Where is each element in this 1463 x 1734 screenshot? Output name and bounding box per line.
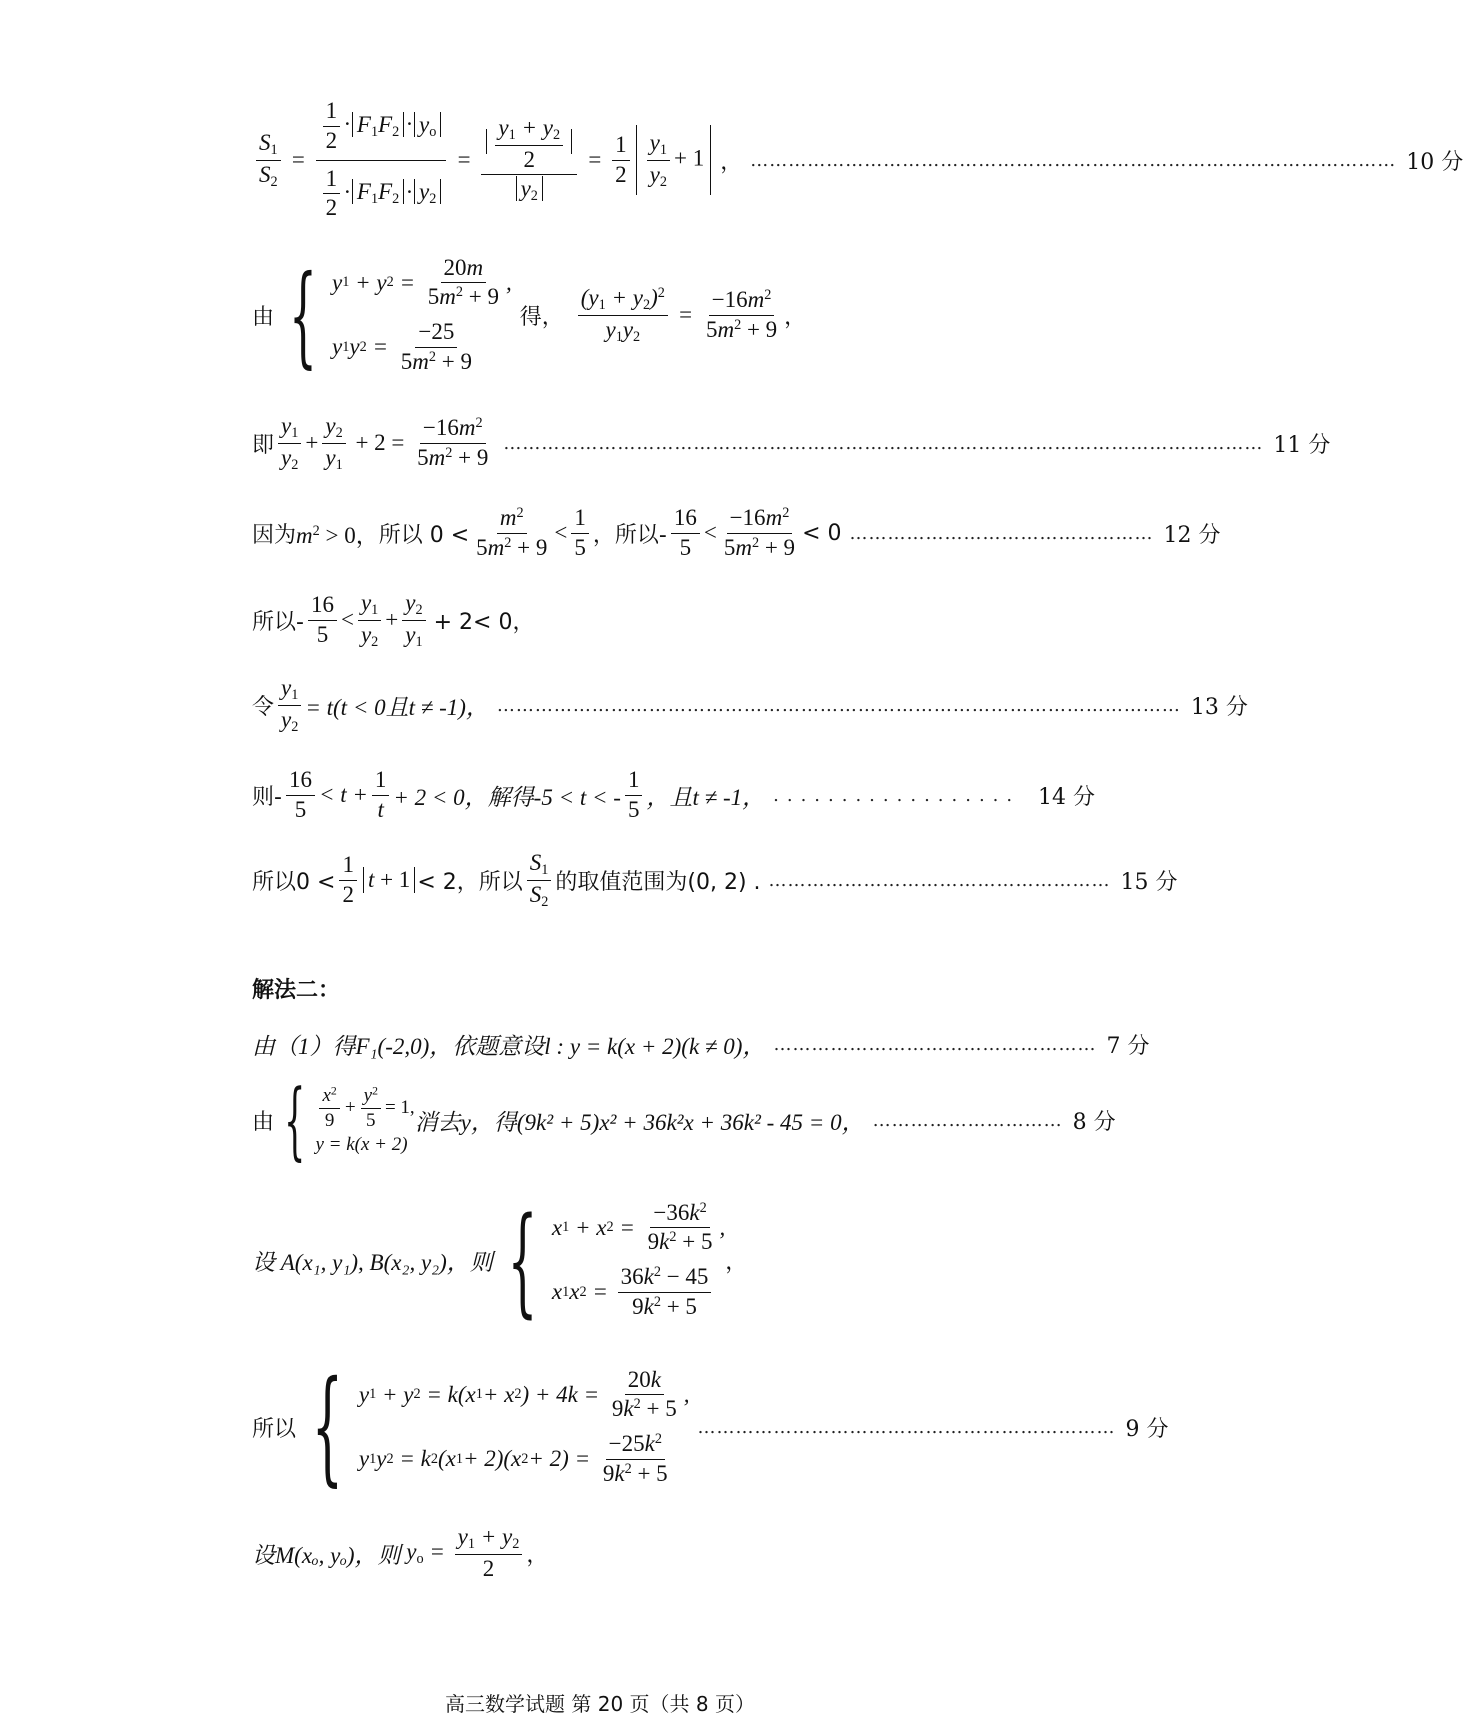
dot-leader: ………………………………………………………………………………………… bbox=[750, 149, 1397, 171]
score-10: 10 分 bbox=[1406, 149, 1463, 175]
elimination-line: 由 { $\frac{x^2}{9}$ + $\frac{y^2}{5}$ = 1, y = k(x + 2) 消去y，得(9k² + 5)x² + 36k²x + 36k² - 45 = 0， ………………………… 8 分 bbox=[252, 1071, 1116, 1169]
ratio-equation-line: $\frac{S_1}{S_2}$ = $\frac{1}{2}$ · $F_1F_2 \cdot y_o$ $\frac{1}{2}$ · $F_1F_2 \cdot y_2$ = $\frac{\frac{y_1 + y_2}{2}}{y_2}$ = $\frac{1}{2}$ $\frac{y_1}{y_2}$ + 1 ， ………………………………………………………………………………………… 10 分 bbox=[252, 100, 1095, 220]
midpoint-line: 设M(xₒ, yₒ)，则 $y_o$ = $\frac{y_1 + y_2}{2}$ ， bbox=[252, 1523, 549, 1581]
midpoint-ratio-fraction: $\frac{\frac{y_1 + y_2}{2}}{y_2}$ bbox=[481, 114, 577, 206]
page-footer: 高三数学试题 第 20 页（共 8 页） bbox=[445, 1692, 755, 1716]
score-15: 15 分 bbox=[1120, 869, 1178, 895]
vieta-system-line: 由 { y 1 + y 2 = $\frac{20m}{5m^2 + 9}$ , y 1 y 2 = $\frac{-25}{5m^2 + 9}$ 得， $\frac{(y_1 + y_2)^2}{y_1y_2}$ = $\frac{-16m^2}{5m^2 + 9}$ ， bbox=[252, 251, 807, 379]
conclusion-line: 所以0 < $\frac{1}{2}$ t + 1 < 2，所以 $\frac{S_1}{S_2}$ 的取值范围为(0, 2) . ……………………………………………… 15 分 bbox=[252, 849, 1178, 910]
score-9: 9 分 bbox=[1125, 1416, 1169, 1442]
sum-ratio-line: 即 $\frac{y_1}{y_2}$ + $\frac{y_2}{y_1}$ + 2 = $\frac{-16m^2}{5m^2 + 9}$ ………………………………………………………………………………………………………… 11 分 bbox=[252, 412, 1331, 473]
y-vieta-line: 所以 { y 1 + y 2 = k(x 1 + x 2 ) + 4k = $\frac{20k}{9k^2 + 5}$ , y 1 y 2 = k 2 (x 1 + 2)(x 2 + 2) = $\frac{-25k^2}{9k^2 + 5}$ ………………………………………………………… 9 分 bbox=[252, 1355, 1169, 1499]
x-vieta-system: x 1 + x 2 = $\frac{-36k^2}{9k^2 + 5}$ , x 1 x 2 = $\frac{36k^2 - 45}{9k^2 + 5}$ bbox=[551, 1199, 726, 1319]
score-12: 12 分 bbox=[1163, 522, 1221, 548]
score-8: 8 分 bbox=[1072, 1109, 1116, 1135]
method-two-heading: 解法二： bbox=[252, 977, 341, 1003]
points-setup-line: 设 A(x₁, y₁), B(x₂, y₂)，则 { x 1 + x 2 = $\frac{-36k^2}{9k^2 + 5}$ , x 1 x 2 = $\frac{36k^2 - 45}{9k^2 + 5}$ ， bbox=[252, 1191, 748, 1329]
inequality-line: 所以- $\frac{16}{5}$ < $\frac{y_1}{y_2}$ + $\frac{y_2}{y_1}$ + 2< 0， bbox=[252, 589, 535, 650]
area-ratio-fraction: $\frac{1}{2}$ · $F_1F_2 \cdot y_o$ $\frac{1}{2}$ · $F_1F_2 \cdot y_2$ bbox=[316, 97, 447, 223]
score-13: 13 分 bbox=[1190, 694, 1248, 720]
score-7: 7 分 bbox=[1106, 1033, 1150, 1059]
line-setup: 由（1）得F₁(-2,0)，依题意设l : y = k(x + 2)(k ≠ 0)， …………………………………………… 7 分 bbox=[252, 1022, 1095, 1066]
substitution-line: 令 $\frac{y_1}{y_2}$ = t(t < 0且t ≠ -1)， ……………………………………………………………………………………………… 13 分 bbox=[252, 674, 1248, 735]
ellipse-line-system: $\frac{x^2}{9}$ + $\frac{y^2}{5}$ = 1, y = k(x + 2) bbox=[315, 1084, 415, 1156]
s1-over-s2: $\frac{S_1}{S_2}$ bbox=[256, 129, 281, 192]
score-11: 11 分 bbox=[1273, 432, 1331, 458]
score-14: 14 分 bbox=[1038, 784, 1095, 810]
vieta-system: y 1 + y 2 = $\frac{20m}{5m^2 + 9}$ , y 1 y 2 = $\frac{-25}{5m^2 + 9}$ bbox=[332, 254, 512, 374]
y-vieta-system: y 1 + y 2 = k(x 1 + x 2 ) + 4k = $\frac{20k}{9k^2 + 5}$ , y 1 y 2 = k 2 (x 1 + 2)(x 2 + 2) = $\frac{-25k^2}{9k^2 + 5}$ bbox=[358, 1366, 690, 1486]
solve-t-line: 则- $\frac{16}{5}$ < t + $\frac{1}{t}$ + 2 < 0，解得-5 < t < - $\frac{1}{5}$ ，且t ≠ -1， .................. 14 分 bbox=[252, 766, 1095, 822]
range-line: 因为 $m^2 > 0$， 所以 0 < $\frac{m^2}{5m^2 + 9}$ < $\frac{1}{5}$ ，所以- $\frac{16}{5}$ < $\frac{-16m^2}{5m^2 + 9}$ < 0 ………………………………………… 12 分 bbox=[252, 504, 1221, 560]
